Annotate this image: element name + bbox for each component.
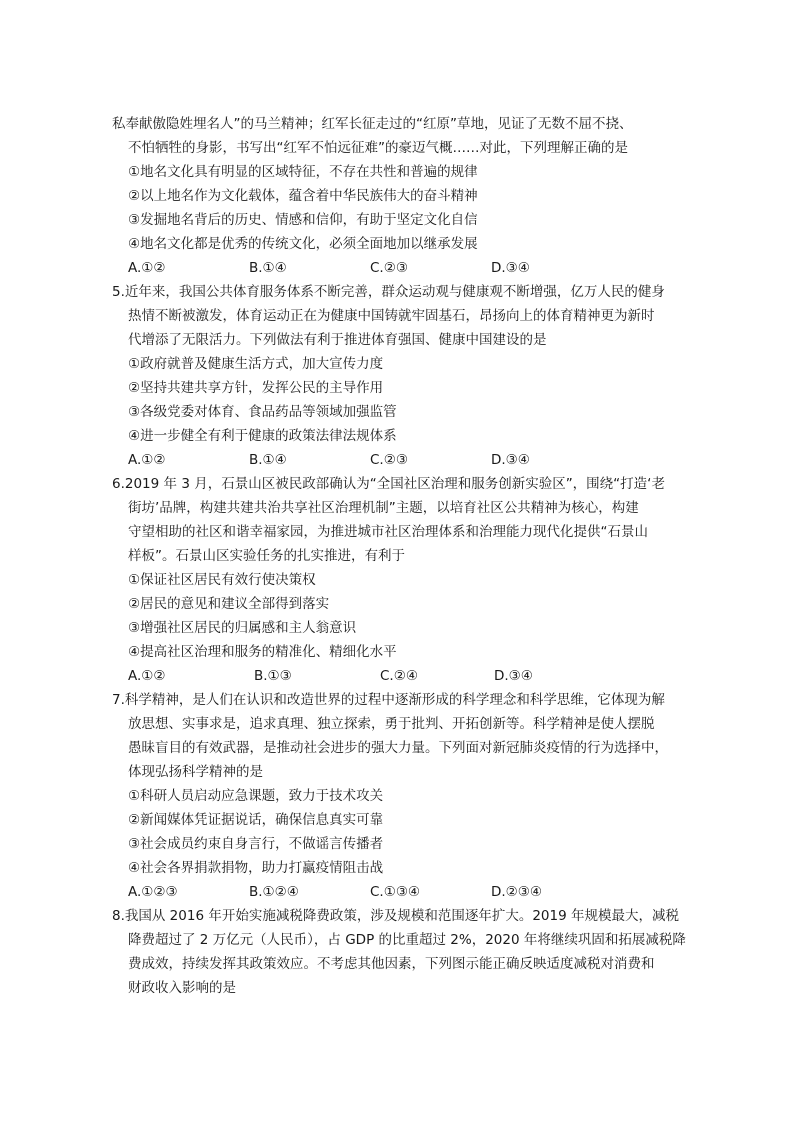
answer-c: C.②④ [380, 668, 418, 684]
question-8-stem-line: 财政收入影响的是 [128, 980, 236, 996]
question-5-stem-line: 代增添了无限活力。下列做法有利于推进体育强国、健康中国建设的是 [128, 332, 547, 348]
question-5-option-1: ①政府就普及健康生活方式，加大宣传力度 [128, 356, 384, 372]
question-7-stem-line: 体现弘扬科学精神的是 [128, 764, 263, 780]
question-7 [112, 688, 692, 904]
question-4-stem-line: 私奉献傲隐姓埋名人”的马兰精神；红军长征走过的“红原”草地，见证了无数不屈不挠、 [112, 116, 633, 132]
question-7-stem-line: 7.科学精神，是人们在认识和改造世界的过程中逐渐形成的科学理念和科学思维，它体现为解 [112, 692, 665, 708]
question-5-stem-line: 5.近年来，我国公共体育服务体系不断完善，群众运动观与健康观不断增强，亿万人民的健身 [112, 284, 665, 300]
question-6-option-2: ②居民的意见和建议全部得到落实 [128, 596, 330, 612]
answer-a: A.①② [128, 668, 166, 684]
question-6-stem-line: 守望相助的社区和谐幸福家园，为推进城市社区治理体系和治理能力现代化提供“石景山 [128, 524, 648, 540]
question-5-option-3: ③各级党委对体育、食品药品等领域加强监管 [128, 404, 397, 420]
question-8-stem-line: 8.我国从 2016 年开始实施减税降费政策，涉及规模和范围逐年扩大。2019 年规模最大，减税 [112, 908, 679, 924]
question-6-stem-line: 6.2019 年 3 月，石景山区被民政部确认为“全国社区治理和服务创新实验区”，围绕“打造‘老 [112, 476, 665, 492]
answer-d: D.②③④ [491, 884, 542, 900]
answer-d: D.③④ [491, 452, 530, 468]
question-6-option-4: ④提高社区治理和服务的精准化、精细化水平 [128, 644, 397, 660]
question-5-option-2: ②坚持共建共享方针，发挥公民的主导作用 [128, 380, 384, 396]
question-4-option-4: ④地名文化都是优秀的传统文化，必须全面地加以继承发展 [128, 236, 478, 252]
answer-a: A.①② [128, 260, 166, 276]
question-6-answers [128, 664, 692, 688]
question-7-option-1: ①科研人员启动应急课题，致力于技术攻关 [128, 788, 384, 804]
answer-b: B.①④ [249, 260, 287, 276]
question-4-continuation [112, 112, 692, 280]
question-5-stem-line: 热情不断被激发，体育运动正在为健康中国铸就牢固基石，昂扬向上的体育精神更为新时 [128, 308, 655, 324]
question-6-option-3: ③增强社区居民的归属感和主人翁意识 [128, 620, 357, 636]
question-8-stem-line: 费成效，持续发挥其政策效应。不考虑其他因素，下列图示能正确反映适度减税对消费和 [128, 956, 655, 972]
question-7-option-4: ④社会各界捐款捐物，助力打赢疫情阻击战 [128, 860, 384, 876]
question-7-stem-line: 放思想、实事求是，追求真理、独立探索，勇于批判、开拓创新等。科学精神是使人摆脱 [128, 716, 655, 732]
question-5-answers [128, 448, 692, 472]
answer-d: D.③④ [494, 668, 533, 684]
question-6-stem-line: 街坊’品牌，构建共建共治共享社区治理机制”主题，以培育社区公共精神为核心，构建 [128, 500, 639, 516]
question-6 [112, 472, 692, 688]
question-4-answers [128, 256, 692, 280]
answer-c: C.②③ [370, 260, 408, 276]
question-4-stem-line: 不怕牺牲的身影，书写出“红军不怕远征难”的豪迈气概……对此，下列理解正确的是 [128, 140, 628, 156]
question-4-option-3: ③发掘地名背后的历史、情感和信仰，有助于坚定文化自信 [128, 212, 478, 228]
answer-b: B.①②④ [249, 884, 299, 900]
question-6-option-1: ①保证社区居民有效行使决策权 [128, 572, 316, 588]
question-5-option-4: ④进一步健全有利于健康的政策法律法规体系 [128, 428, 397, 444]
answer-c: C.②③ [370, 452, 408, 468]
question-7-answers [128, 880, 692, 904]
answer-a: A.①②③ [128, 884, 178, 900]
question-7-stem-line: 愚昧盲目的有效武器，是推动社会进步的强大力量。下列面对新冠肺炎疫情的行为选择中， [128, 740, 668, 756]
question-8 [112, 904, 692, 1000]
question-8-stem-line: 降费超过了 2 万亿元（人民币），占 GDP 的比重超过 2%，2020 年将继续巩固和拓展减税降 [128, 932, 686, 948]
answer-a: A.①② [128, 452, 166, 468]
answer-b: B.①④ [249, 452, 287, 468]
answer-d: D.③④ [491, 260, 530, 276]
exam-page [112, 112, 692, 1000]
question-4-option-1: ①地名文化具有明显的区域特征，不存在共性和普遍的规律 [128, 164, 478, 180]
question-7-option-3: ③社会成员约束自身言行，不做谣言传播者 [128, 836, 384, 852]
question-6-stem-line: 样板”。石景山区实验任务的扎实推进，有利于 [128, 548, 405, 564]
question-7-option-2: ②新闻媒体凭证据说话，确保信息真实可靠 [128, 812, 384, 828]
answer-b: B.①③ [254, 668, 292, 684]
answer-c: C.①③④ [370, 884, 421, 900]
question-5 [112, 280, 692, 472]
question-4-option-2: ②以上地名作为文化载体，蕴含着中华民族伟大的奋斗精神 [128, 188, 478, 204]
